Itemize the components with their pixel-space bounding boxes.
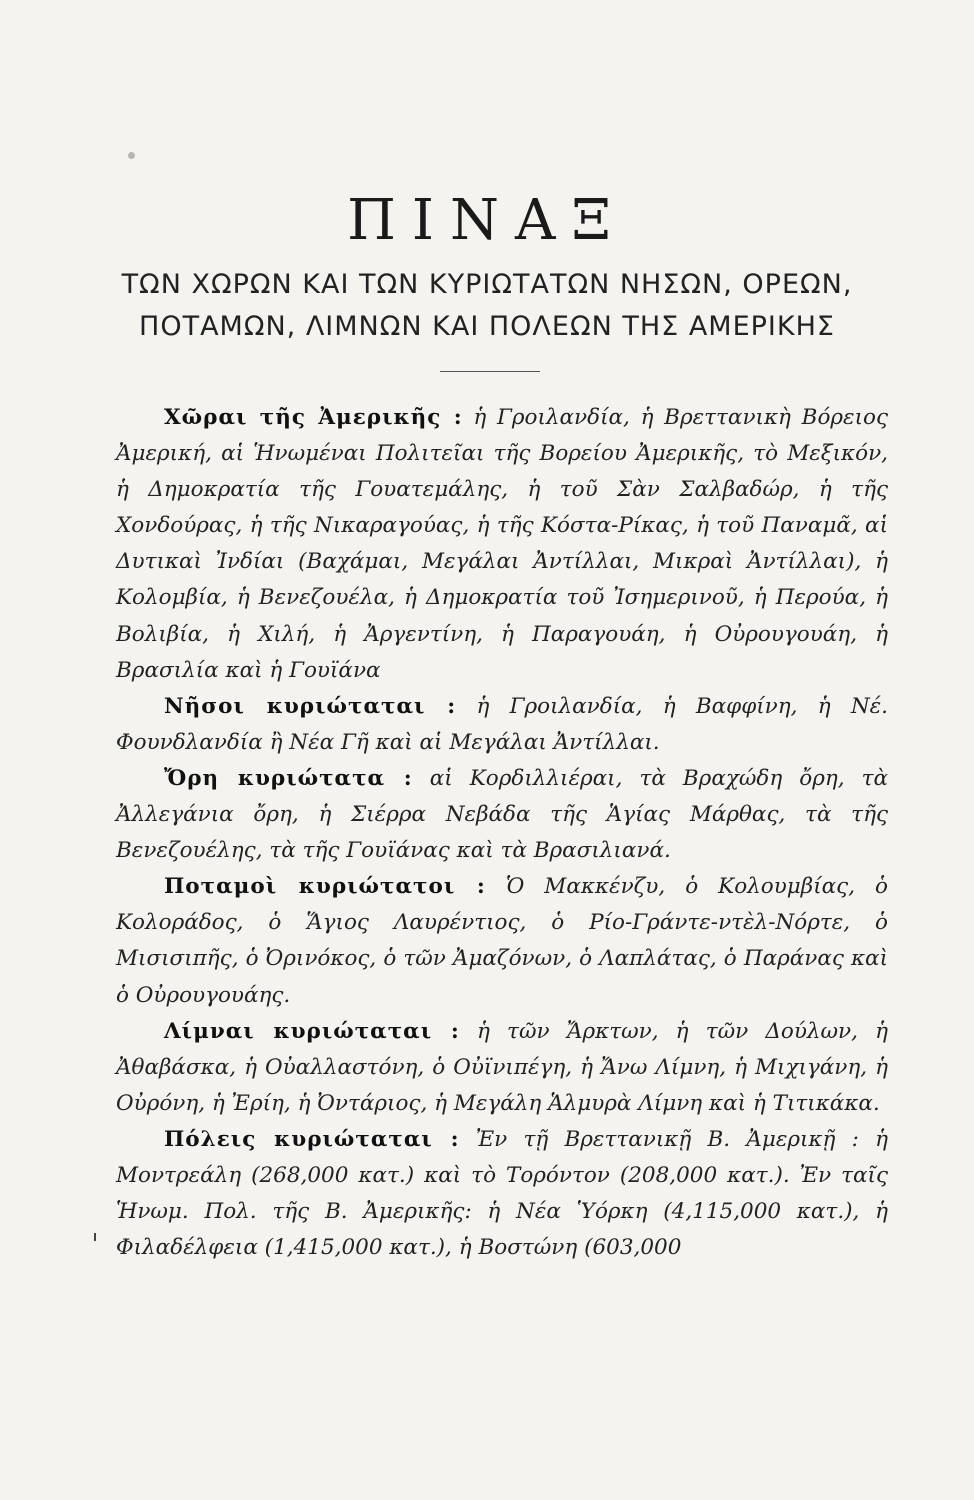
paper-speck [128,152,135,159]
section-text: ἡ τῶν Ἄρκτων, ἡ τῶν Δούλων, ἡ Ἀθαβάσκα, ἡ Οὐαλλαστόνη, ὁ Οὐϊνιπέγη, ἡ Ἄνω Λίμνη, ἡ Μιχιγάνη, ἡ Οὐρόνη, ἡ Ἐρίη, ἡ Ὀντάριος, ἡ Μεγάλη Ἁλμυρὰ Λίμνη καὶ ἡ Τιτικάκα. [116,1018,888,1116]
section-islands [116,689,888,761]
section-heading: Νῆσοι κυριώταται : [164,693,457,719]
page-title: ΠΙΝΑΞ [347,188,627,253]
section-heading: Χῶραι τῆς Ἀμερικῆς : [164,405,463,430]
section-text: Ἐν τῇ Βρεττανικῇ Β. Ἀμερικῇ : ἡ Μοντρεάλη (268,000 κατ.) καὶ τὸ Τορόντον (208,000 κατ.). Ἐν ταῖς Ἡνωμ. Πολ. τῆς Β. Ἀμερικῆς: ἡ Νέα Ὑόρκη (4,115,000 κατ.), ἡ Φιλαδέλφεια (1,415,000 κατ.), ἡ Βοστώνη (603,000 [116,1126,888,1261]
section-text: ἡ Γροιλανδία, ἡ Βρεττανικὴ Βόρειος Ἀμερική, αἱ Ἡνωμέναι Πολιτεῖαι τῆς Βορείου Ἀμερικῆς, τὸ Μεξικόν, ἡ Δημοκρατία τῆς Γουατεμάλης, ἡ τοῦ Σὰν Σαλβαδώρ, ἡ τῆς Χονδούρας, ἡ τῆς Νικαραγούας, ἡ τῆς Κόστα-Ρίκας, ἡ τοῦ Παναμᾶ, αἱ Δυτικαὶ Ἰνδίαι (Βαχάμαι, Μεγάλαι Ἀντίλλαι, Μικραὶ Ἀντίλλαι), ἡ Κολομβία, ἡ Βενεζουέλα, ἡ Δημοκρατία τοῦ Ἰσημερινοῦ, ἡ Περούα, ἡ Βολιβία, ἡ Χιλή, ἡ Ἀργεντίνη, ἡ Παραγουάη, ἡ Οὐρουγουάη, ἡ Βρασιλία καὶ ἡ Γουϊάνα [116,405,888,683]
section-heading: Πόλεις κυριώταται : [164,1126,460,1152]
section-text: ἡ Γροιλανδία, ἡ Βαφφίνη, ἡ Νέ. Φουνδλανδία ἢ Νέα Γῆ καὶ αἱ Μεγάλαι Ἀντίλλαι. [116,693,889,755]
section-text: Ὁ Μακκένζυ, ὁ Κολουμβίας, ὁ Κολοράδος, ὁ Ἅγιος Λαυρέντιος, ὁ Ρίο-Γράντε-ντὲλ-Νόρτε, ὁ Μισισιπῆς, ὁ Ὀρινόκος, ὁ τῶν Ἀμαζόνων, ὁ Λαπλάτας, ὁ Παράνας καὶ ὁ Οὐρουγουάης. [116,874,888,1008]
index-body [116,400,888,1266]
margin-mark [94,1233,96,1241]
section-heading: Ὄρη κυριώτατα : [164,765,413,791]
section-countries [116,400,888,689]
section-heading: Ποταμοὶ κυριώτατοι : [164,874,486,900]
section-cities [116,1122,888,1266]
section-mountains [116,761,888,869]
section-heading: Λίμναι κυριώταται : [164,1018,460,1044]
section-rivers [116,869,888,1013]
subtitle-line-2: ΠΟΤΑΜΩΝ, ΛΙΜΝΩΝ ΚΑΙ ΠΟΛΕΩΝ ΤΗΣ ΑΜΕΡΙΚΗΣ [139,311,835,342]
section-lakes [116,1014,888,1122]
section-text: αἱ Κορδιλλιέραι, τὰ Βραχώδη ὄρη, τὰ Ἀλλεγάνια ὄρη, ἡ Σιέρρα Νεβάδα τῆς Ἁγίας Μάρθας, τὰ τῆς Βενεζουέλης, τὰ τῆς Γουϊάνας καὶ τὰ Βρασιλιανά. [116,765,889,864]
divider-rule [440,371,540,372]
subtitle-line-1: ΤΩΝ ΧΩΡΩΝ ΚΑΙ ΤΩΝ ΚΥΡΙΩΤΑΤΩΝ ΝΗΣΩΝ, ΟΡΕΩΝ, [121,269,853,300]
